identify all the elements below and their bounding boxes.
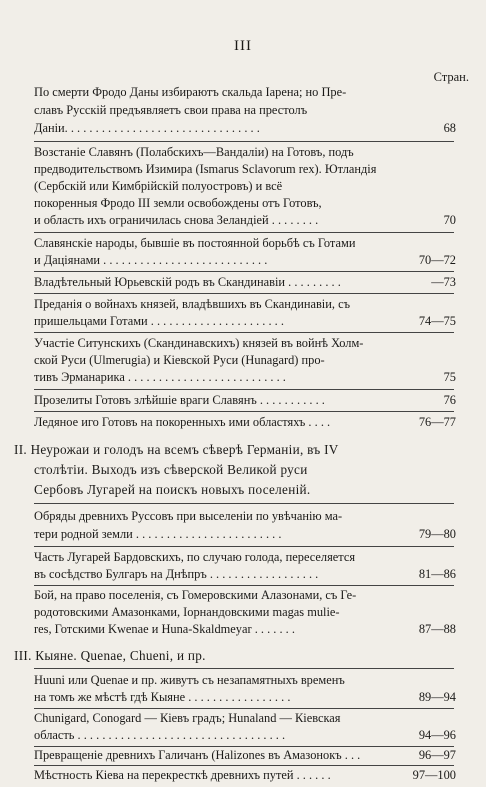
page-ref: 70 (443, 213, 456, 227)
page-ref: 94—96 (418, 728, 456, 742)
section-heading: Сербовъ Лугарей на поискъ новыхъ поселеній. (34, 482, 311, 497)
page-ref: 79—80 (418, 527, 456, 541)
toc-line: родотовскими Амазонками, Іорнандовскими magas mulie- (34, 605, 340, 619)
toc-line: тивъ Эрманарика . . . . . . . . . . . . . . . . . . . . . . . . . . (34, 370, 286, 384)
section-heading: III. Кыяне. Quenae, Chueni, и пр. (14, 648, 206, 663)
page-ref: 76—77 (418, 415, 456, 429)
divider (34, 141, 454, 142)
page-ref: 68 (443, 121, 456, 135)
divider (34, 668, 454, 669)
divider (34, 332, 454, 333)
toc-line: пришельцами Готами . . . . . . . . . . . . . . . . . . . . . . (34, 314, 284, 328)
toc-line: (Сербскій или Кимбрійскій полуостровъ) и всё (34, 179, 283, 193)
toc-line: Владѣтельный Юрьевскій родъ въ Скандинавіи . . . . . . . . . (34, 275, 341, 289)
toc-line: Участіе Ситунскихъ (Скандинавскихъ) князей въ войнѣ Холм- (34, 336, 364, 350)
page-ref: 96—97 (418, 748, 456, 762)
section-heading: II. Неурожаи и голодъ на всемъ сѣверѣ Германіи, въ IV (14, 442, 339, 457)
toc-line: res, Готскими Kwenae и Huna-Skaldmeyar . . . . . . . (34, 622, 295, 636)
toc-line: ской Руси (Ulmerugia) и Кіевской Руси (Hunagard) про- (34, 353, 325, 367)
toc-line: и область ихъ ограничилась снова Зеландіей . . . . . . . . (34, 213, 319, 227)
column-header: Стран. (433, 70, 469, 84)
toc-line: Возстаніе Славянъ (Полабскихъ—Вандаліи) на Готовъ, подъ (34, 145, 354, 159)
divider (34, 585, 454, 586)
toc-line: Славянскіе народы, бывшіе въ постоянной борьбѣ съ Готами (34, 236, 356, 250)
toc-line: Прозелиты Готовъ злѣйшіе враги Славянъ . . . . . . . . . . . (34, 393, 325, 407)
toc-line: Huuni или Quenae и пр. живутъ съ незапамятныхъ временъ (34, 673, 345, 687)
toc-line: Даніи. . . . . . . . . . . . . . . . . . . . . . . . . . . . . . . . (34, 121, 260, 135)
toc-line: По смерти Фродо Даны избираютъ скальда Іарена; но Пре- (34, 85, 347, 99)
divider (34, 765, 454, 766)
divider (34, 546, 454, 547)
toc-line: Мѣстность Кіева на перекресткѣ древнихъ путей . . . . . . (34, 768, 331, 782)
toc-line: Часть Лугарей Бардовскихъ, по случаю голода, переселяется (34, 550, 356, 564)
toc-line: и Даціянами . . . . . . . . . . . . . . . . . . . . . . . . . . . (34, 253, 268, 267)
toc-line: предводительствомъ Изимира (Ismarus Sclavorum rex). Ютландія (34, 162, 377, 176)
page-ref: 76 (443, 393, 456, 407)
toc-line: покоренныя Фродо III земли освобождены отъ Готовъ, (34, 196, 322, 210)
page-number: III (234, 38, 252, 54)
toc-line: Chunigard, Conogard — Кіевъ градъ; Hunaland — Кіевская (34, 711, 341, 725)
divider (34, 389, 454, 390)
toc-line: тери родной земли . . . . . . . . . . . . . . . . . . . . . . . . (34, 527, 282, 541)
page-ref: 97—100 (412, 768, 456, 782)
page-ref: —73 (431, 275, 456, 289)
toc-line: Обряды древнихъ Руссовъ при выселеніи по увѣчанію ма- (34, 509, 343, 523)
page-ref: 74—75 (418, 314, 456, 328)
section-heading: столѣтіи. Выходъ изъ сѣверской Великой руси (34, 462, 308, 477)
toc-line: Ледяное иго Готовъ на покоренныхъ ими областяхъ . . . . (34, 415, 331, 429)
divider (34, 411, 454, 412)
divider (34, 708, 454, 709)
divider (34, 271, 454, 272)
toc-line: славъ Русскій предъявляетъ свои права на престолъ (34, 103, 308, 117)
toc-line: Превращеніе древнихъ Галичанъ (Halizones въ Амазонокъ . . . (34, 748, 361, 762)
toc-line: Преданія о войнахъ князей, владѣвшихъ въ Скандинавіи, съ (34, 297, 350, 311)
toc-line: на томъ же мѣстѣ гдѣ Кыяне . . . . . . . . . . . . . . . . . (34, 690, 291, 704)
toc-line: Бой, на право поселенія, съ Гомеровскими Алазонами, съ Ге- (34, 588, 357, 602)
toc-line: въ сосѣдство Булгаръ на Днѣпръ . . . . . . . . . . . . . . . . . . (34, 567, 319, 581)
page-ref: 81—86 (418, 567, 456, 581)
page-ref: 87—88 (418, 622, 456, 636)
divider (34, 232, 454, 233)
page-ref: 89—94 (418, 690, 456, 704)
toc-line: область . . . . . . . . . . . . . . . . . . . . . . . . . . . . . . . . . . (34, 728, 286, 742)
page-ref: 75 (443, 370, 456, 384)
divider (34, 293, 454, 294)
page-ref: 70—72 (418, 253, 456, 267)
divider (34, 503, 454, 504)
